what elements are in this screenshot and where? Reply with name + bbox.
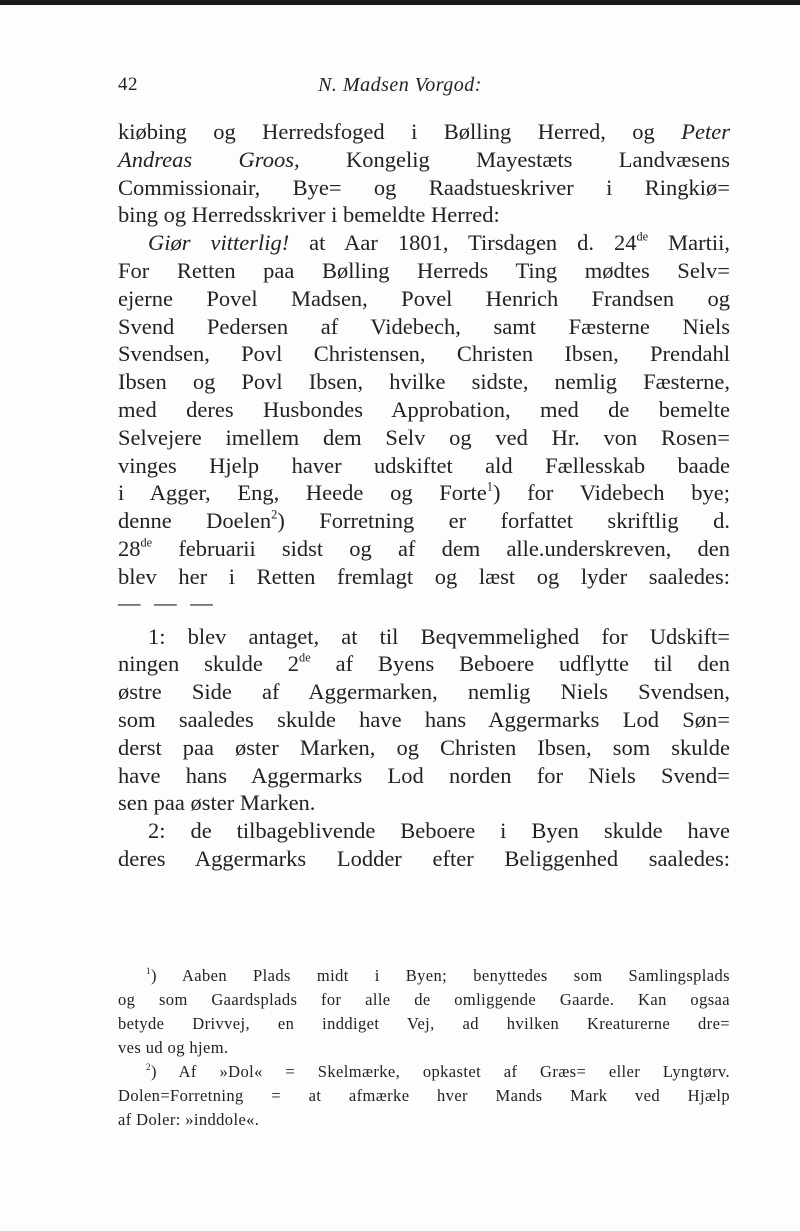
footnotes [118,964,730,1132]
footnote-1-line: $^1$) Aaben Plads midt i Byen; benyttedes som Samlingsplads [146,966,730,985]
text-line: derst paa øster Marken, og Christen Ibsen, som skulde [118,734,730,760]
text-line: Giør vitterlig! at Aar 1801, Tirsdagen d. 24de Martii, [148,229,731,256]
text-line: sen paa øster Marken. [118,790,316,816]
footnote-ref-1: 1 [486,480,493,495]
text-line: blev her i Retten fremlagt og læst og lyder saaledes: [118,563,730,589]
text-line: bing og Herredsskriver i bemeldte Herred: [118,202,500,228]
text-line: med deres Husbondes Approbation, med de bemelte [118,396,730,422]
text-line: ningen skulde 2de af Byens Beboere udflytte til den [118,651,731,677]
text-line: i Agger, Eng, Heede og Forte$^1$) for Videbech bye; [118,480,730,506]
omission-dashes: — — — [118,589,217,615]
main-text [118,118,730,873]
footnote-2-line: af Doler: »inddole«. [118,1110,260,1129]
text-line: vinges Hjelp haver udskiftet ald Fællesskab baade [118,452,730,478]
text-line: kiøbing og Herredsfoged i Bølling Herred, og Peter [118,119,731,144]
footnote-2-line: $^2$) Af »Dol« = Skelmærke, opkastet af Græs= eller Lyngtørv. [146,1062,730,1081]
text-line: denne Doelen$^2$) Forretning er forfattet skriftlig d. [118,507,730,534]
text-line: For Retten paa Bølling Herreds Ting mødtes Selv= [118,257,730,283]
running-head: N. Madsen Vorgod: [318,74,482,96]
footnote-ref-2: 2 [271,507,278,522]
page-number: 42 [118,74,138,95]
text-line: Commissionair, Bye= og Raadstueskriver i Ringkiø= [118,174,730,200]
footnote-1-line: ves ud og hjem. [118,1038,229,1057]
text-line: 2: de tilbageblivende Beboere i Byen skulde have [148,818,730,844]
footnote-2-line: Dolen=Forretning = at afmærke hver Mands Mark ved Hjælp [118,1086,730,1105]
footnote-1-line: betyde Drivvej, en inddiget Vej, ad hvilken Kreaturerne dre= [118,1014,730,1033]
text-line: østre Side af Aggermarken, nemlig Niels Svendsen, [118,679,730,705]
top-border-rule [0,0,800,5]
text-line: Ibsen og Povl Ibsen, hvilke sidste, nemlig Fæsterne, [118,369,730,395]
text-line: som saaledes skulde have hans Aggermarks Lod Søn= [118,706,730,732]
footnote-1-line: og som Gaardsplads for alle de omliggende Gaarde. Kan ogsaa [118,990,730,1009]
text-line: Selvejere imellem dem Selv og ved Hr. von Rosen= [118,424,730,450]
text-line: Svendsen, Povl Christensen, Christen Ibsen, Prendahl [118,341,730,367]
text-line: have hans Aggermarks Lod norden for Niels Svend= [118,762,730,788]
text-line: Andreas Groos, Kongelig Mayestæts Landvæsens [118,146,730,172]
text-line: Svend Pedersen af Videbech, samt Fæsterne Niels [118,313,730,339]
text-line: 1: blev antaget, at til Beqvemmelighed for Udskift= [148,623,730,649]
text-line: 28de februarii sidst og af dem alle.underskreven, den [118,535,730,561]
text-line: ejerne Povel Madsen, Povel Henrich Frandsen og [118,285,730,311]
text-line: deres Aggermarks Lodder efter Beliggenhed saaledes: [118,845,730,871]
